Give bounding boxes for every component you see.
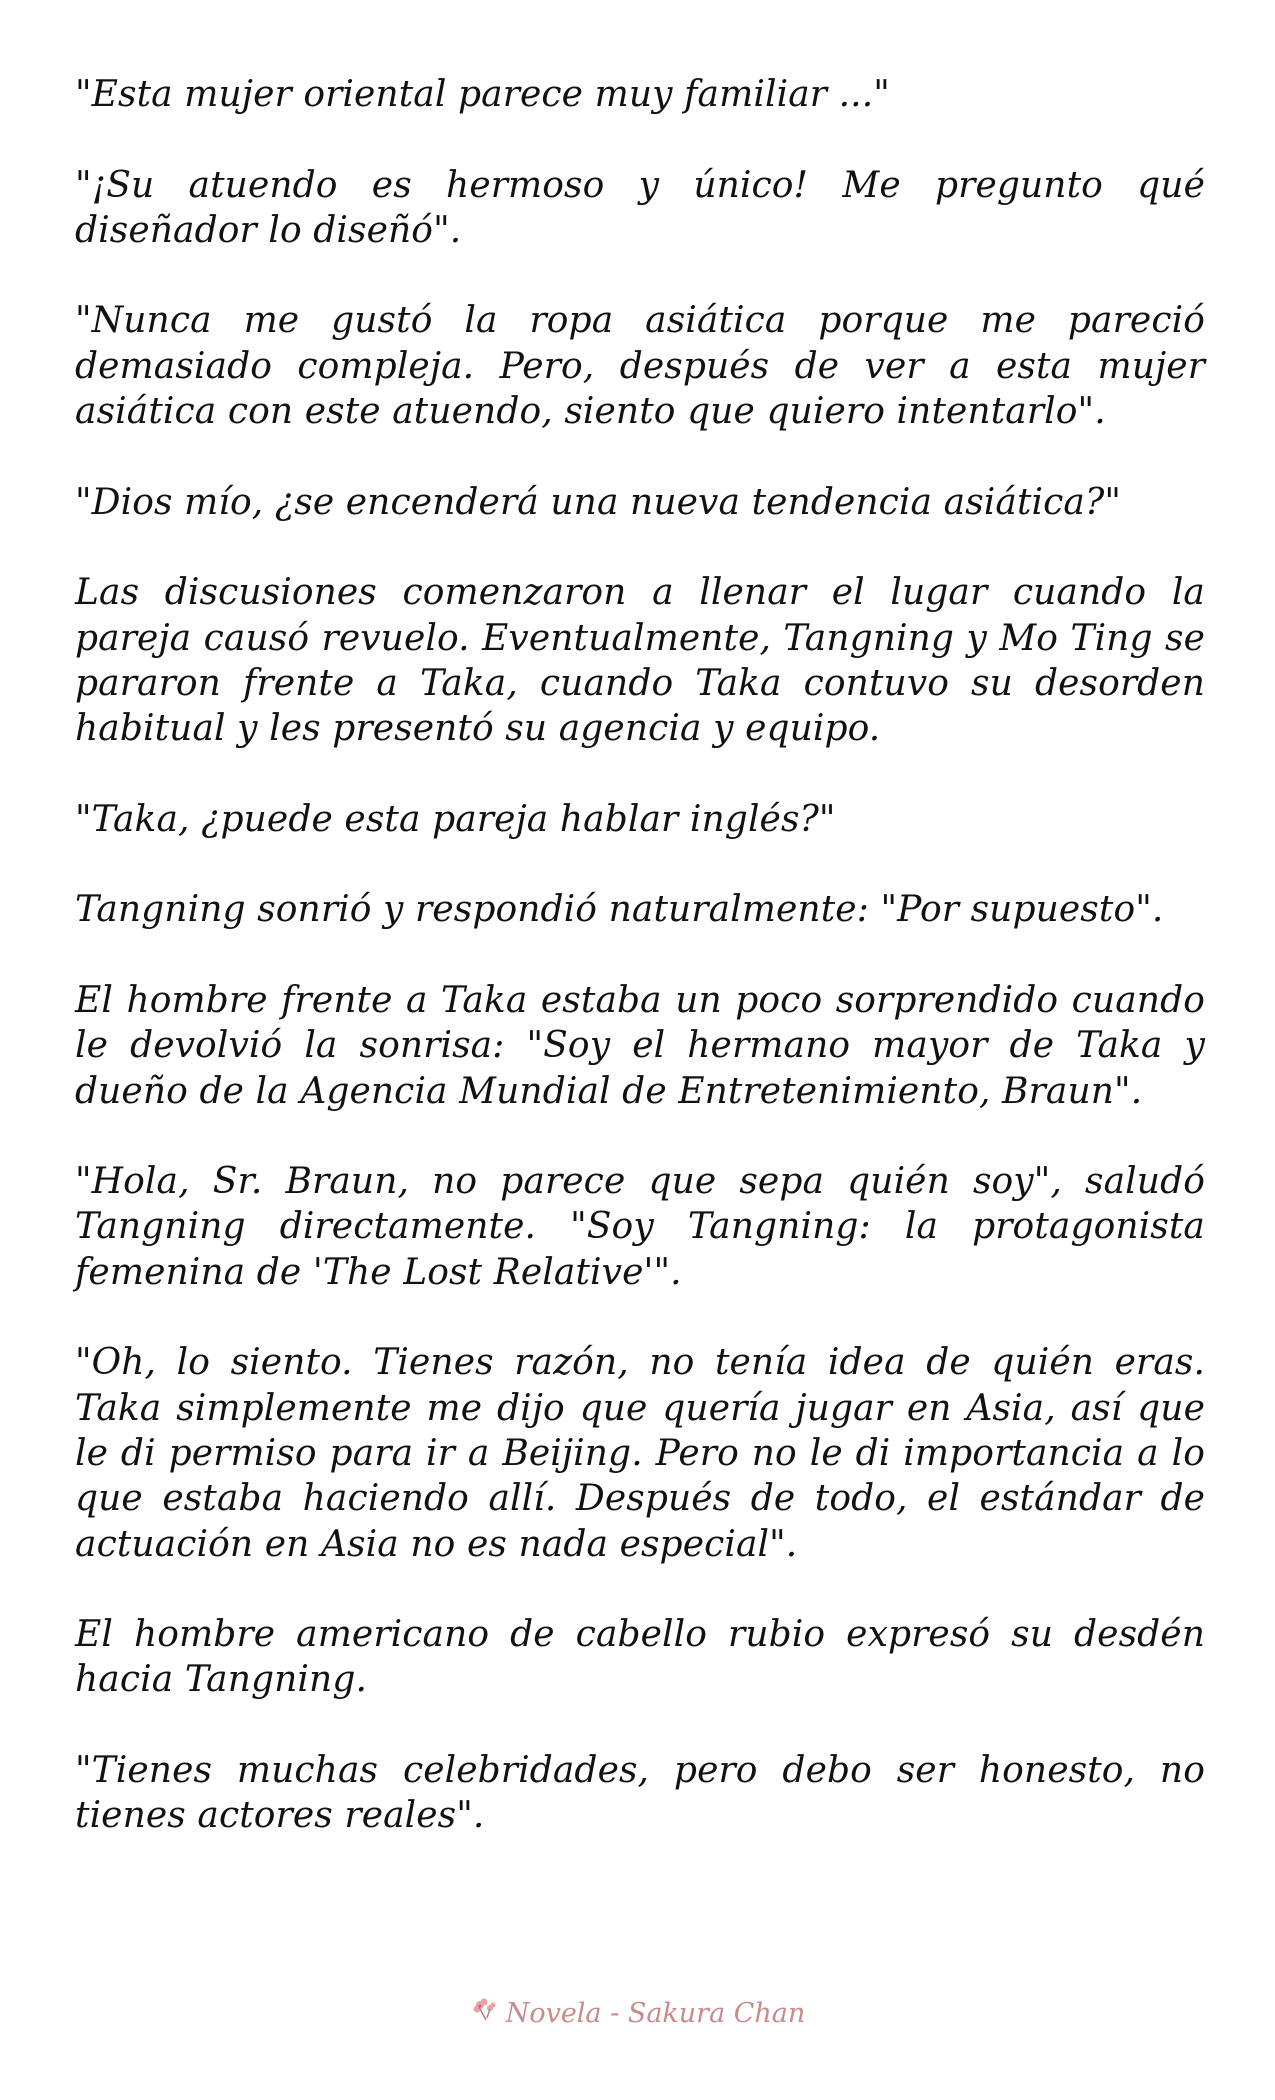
paragraph-11: El hombre americano de cabello rubio expresó su desdén hacia Tangning.	[75, 1614, 1205, 1701]
paragraph-4: "Dios mío, ¿se encenderá una nueva tendencia asiática?"	[75, 481, 1122, 523]
paragraph-9: "Hola, Sr. Braun, no parece que sepa quién soy", saludó Tangning directamente. "Soy Tangning: la protagonista femenina de 'The Lost Relative'".	[75, 1161, 1205, 1293]
watermark-footer	[0, 1996, 1275, 2029]
paragraph-3: "Nunca me gustó la ropa asiática porque me pareció demasiado compleja. Pero, después de ver a esta mujer asiática con este atuendo, siento que quiero intentarlo".	[75, 300, 1205, 433]
paragraph-10: "Oh, lo siento. Tienes razón, no tenía idea de quién eras. Taka simplemente me dijo que quería jugar en Asia, así que le di permiso para ir a Beijing. Pero no le di importancia a lo que estaba haciendo allí. Después de todo, el estándar de actuación en Asia no es nada especial".	[75, 1342, 1205, 1565]
sakura-flower-icon	[470, 1996, 500, 2026]
paragraph-6: "Taka, ¿puede esta pareja hablar inglés?"	[75, 798, 836, 840]
paragraph-1: "Esta mujer oriental parece muy familiar ..."	[75, 74, 890, 115]
footer-text: Novela - Sakura Chan	[505, 1998, 806, 2029]
paragraph-2: "¡Su atuendo es hermoso y único! Me pregunto qué diseñador lo diseñó".	[75, 164, 1205, 251]
document-body	[75, 72, 1205, 1884]
paragraph-7: Tangning sonrió y respondió naturalmente: "Por supuesto".	[75, 889, 1164, 931]
paragraph-12: "Tienes muchas celebridades, pero debo ser honesto, no tienes actores reales".	[75, 1749, 1205, 1837]
paragraph-8: El hombre frente a Taka estaba un poco sorprendido cuando le devolvió la sonrisa: "Soy el hermano mayor de Taka y dueño de la Agencia Mundial de Entretenimiento, Braun".	[75, 979, 1205, 1112]
paragraph-5: Las discusiones comenzaron a llenar el lugar cuando la pareja causó revuelo. Eventualmente, Tangning y Mo Ting se pararon frente a Taka, cuando Taka contuvo su desorden habitual y les presentó su agencia y equipo.	[75, 572, 1205, 750]
